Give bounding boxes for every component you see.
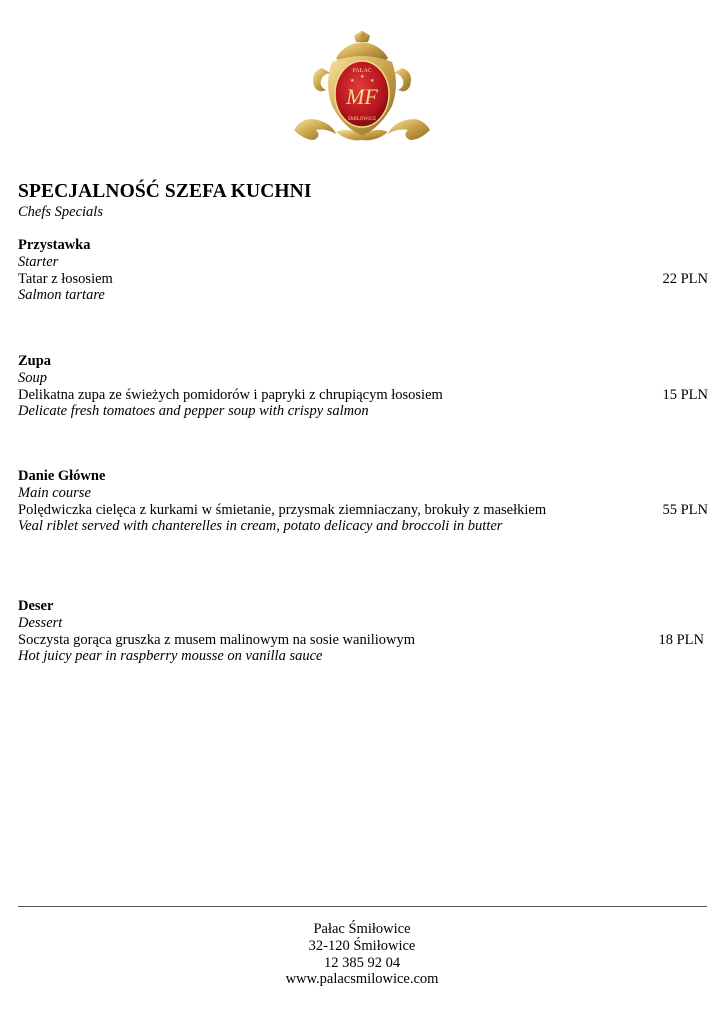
category-heading: Zupa: [18, 353, 52, 369]
footer: [0, 921, 724, 988]
dish-row: [18, 502, 708, 519]
dish-translation: Veal riblet served with chanterelles in cream, potato delicacy and broccoli in butter: [18, 518, 503, 535]
svg-text:★: ★: [370, 78, 375, 84]
category-heading: Danie Główne: [18, 468, 106, 484]
category-translation: Starter: [18, 253, 59, 270]
svg-text:★: ★: [360, 74, 365, 80]
dish-price: 22 PLN: [662, 270, 708, 287]
category-translation: Soup: [18, 369, 47, 386]
dish-row: [18, 271, 708, 288]
dish-row: [18, 632, 708, 649]
palace-logo: [292, 28, 432, 146]
category-translation: Dessert: [18, 614, 63, 631]
menu-section-soup: [18, 353, 708, 420]
dish-price: 18 PLN: [658, 631, 704, 648]
dish-price: 55 PLN: [662, 501, 708, 518]
crest-icon: [292, 28, 432, 146]
dish-name: Tatar z łososiem: [18, 270, 113, 287]
dish-name: Polędwiczka cielęca z kurkami w śmietanie, przysmak ziemniaczany, brokuły z masełkiem: [18, 501, 547, 518]
dish-row: [18, 387, 708, 404]
footer-name: Pałac Śmiłowice: [313, 921, 411, 937]
dish-translation: Delicate fresh tomatoes and pepper soup with crispy salmon: [18, 403, 369, 420]
category-heading: Przystawka: [18, 237, 91, 253]
footer-address: 32-120 Śmiłowice: [308, 937, 416, 954]
footer-phone: 12 385 92 04: [323, 954, 401, 971]
footer-divider: [18, 906, 707, 907]
menu-section-dessert: [18, 598, 708, 665]
crest-text-bottom: ŚMIŁOWICE: [347, 117, 377, 122]
dish-translation: Salmon tartare: [18, 287, 105, 304]
dish-price: 15 PLN: [662, 386, 708, 403]
dish-name: Soczysta gorąca gruszka z musem malinowym na sosie waniliowym: [18, 631, 416, 648]
crest-text-top: PAŁAC: [352, 68, 372, 74]
category-heading: Deser: [18, 598, 54, 614]
crest-monogram: MF: [346, 84, 378, 109]
dish-name: Delikatna zupa ze świeżych pomidorów i papryki z chrupiącym łososiem: [18, 386, 443, 403]
menu-section-main-course: [18, 468, 708, 535]
page-title: SPECJALNOŚĆ SZEFA KUCHNI: [18, 181, 312, 202]
page-subtitle: Chefs Specials: [18, 204, 103, 220]
dish-translation: Hot juicy pear in raspberry mousse on vanilla sauce: [18, 648, 323, 665]
menu-section-starter: [18, 237, 708, 304]
svg-text:★: ★: [350, 78, 355, 84]
category-translation: Main course: [18, 484, 91, 501]
footer-website[interactable]: www.palacsmilowice.com: [285, 971, 439, 988]
